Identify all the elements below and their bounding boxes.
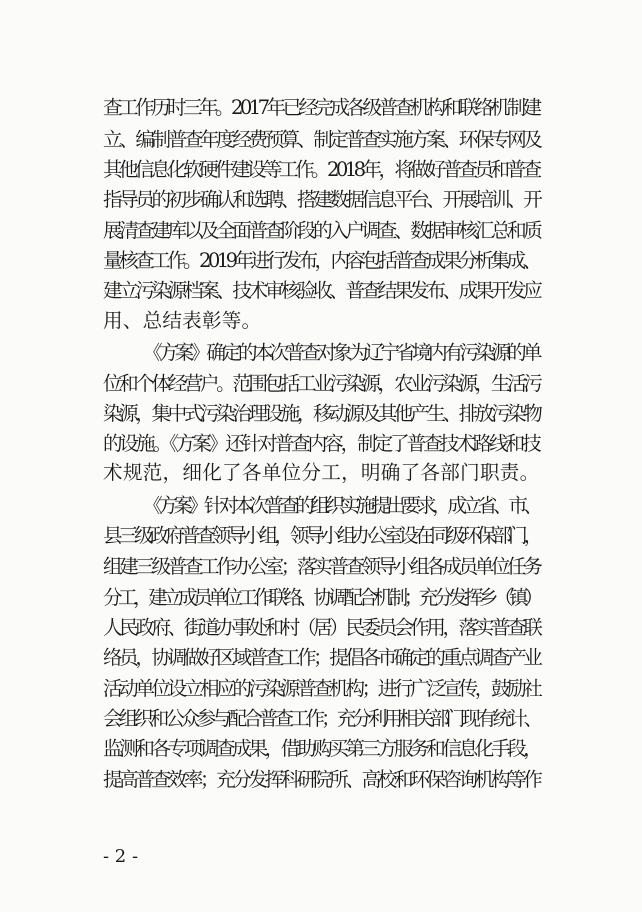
text-line: 建立污染源档案、技术审核验收、普查结果发布、成果开发应: [103, 279, 540, 302]
text-line: 展清查建库以及全面普查阶段的入户调查、数据审核汇总和质: [103, 219, 540, 242]
text-line: 量核查工作。2019年进行发布，内容包括普查成果分析集成、: [103, 249, 539, 272]
text-line: 指导员的初步确认和选聘、搭建数据信息平台、开展培训、开: [103, 188, 540, 211]
text-line: 提高普查效率；充分发挥科研院所、高校和环保咨询机构等作: [103, 768, 540, 791]
text-line: 组建三级普查工作办公室；落实普查领导小组各成员单位任务: [103, 555, 540, 578]
text-line: 位和个体经营户。范围包括工业污染源，农业污染源，生活污: [103, 372, 540, 395]
text-line: 活动单位设立相应的污染源普查机构；进行广泛宣传，鼓励社: [103, 677, 540, 700]
text-line: 立、编制普查年度经费预算、制定普查实施方案、环保专网及: [103, 128, 540, 151]
text-line: 的设施。《方案》还针对普查内容，制定了普查技术路线和技: [103, 432, 539, 455]
text-line: 染源，集中式污染治理设施，移动源及其他产生、排放污染物: [103, 402, 540, 425]
text-line: 术规范，细化了各单位分工，明确了各部门职责。: [103, 461, 540, 484]
text-line: 络员，协调做好区域普查工作；提倡各市确定的重点调查产业: [103, 646, 540, 669]
text-line: 县三级政府普查领导小组，领导小组办公室设在同级环保部门，: [103, 524, 540, 547]
text-line: 其他信息化软硬件建设等工作。2018年，将做好普查员和普查: [103, 158, 539, 181]
text-line: 会组织和公众参与配合普查工作；充分利用相关部门现有统计、: [103, 707, 540, 730]
text-line: 人民政府、街道办事处和村（居）民委员会作用，落实普查联: [103, 616, 540, 639]
text-line: 《方案》确定的本次普查对象为辽宁省境内有污染源的单: [143, 341, 539, 364]
page-number: - 2 -: [103, 846, 139, 867]
text-line: 分工，建立成员单位工作联络、协调配合机制；充分发挥乡（镇）: [103, 586, 540, 609]
text-line: 用、总结表彰等。: [103, 309, 262, 332]
text-line: 《方案》针对本次普查的组织实施提出要求，成立省、市、: [143, 494, 539, 517]
text-line: 查工作历时三年。2017年已经完成各级普查机构和联络机制建: [103, 96, 539, 119]
text-line: 监测和各专项调查成果，借助购买第三方服务和信息化手段，: [103, 737, 540, 760]
